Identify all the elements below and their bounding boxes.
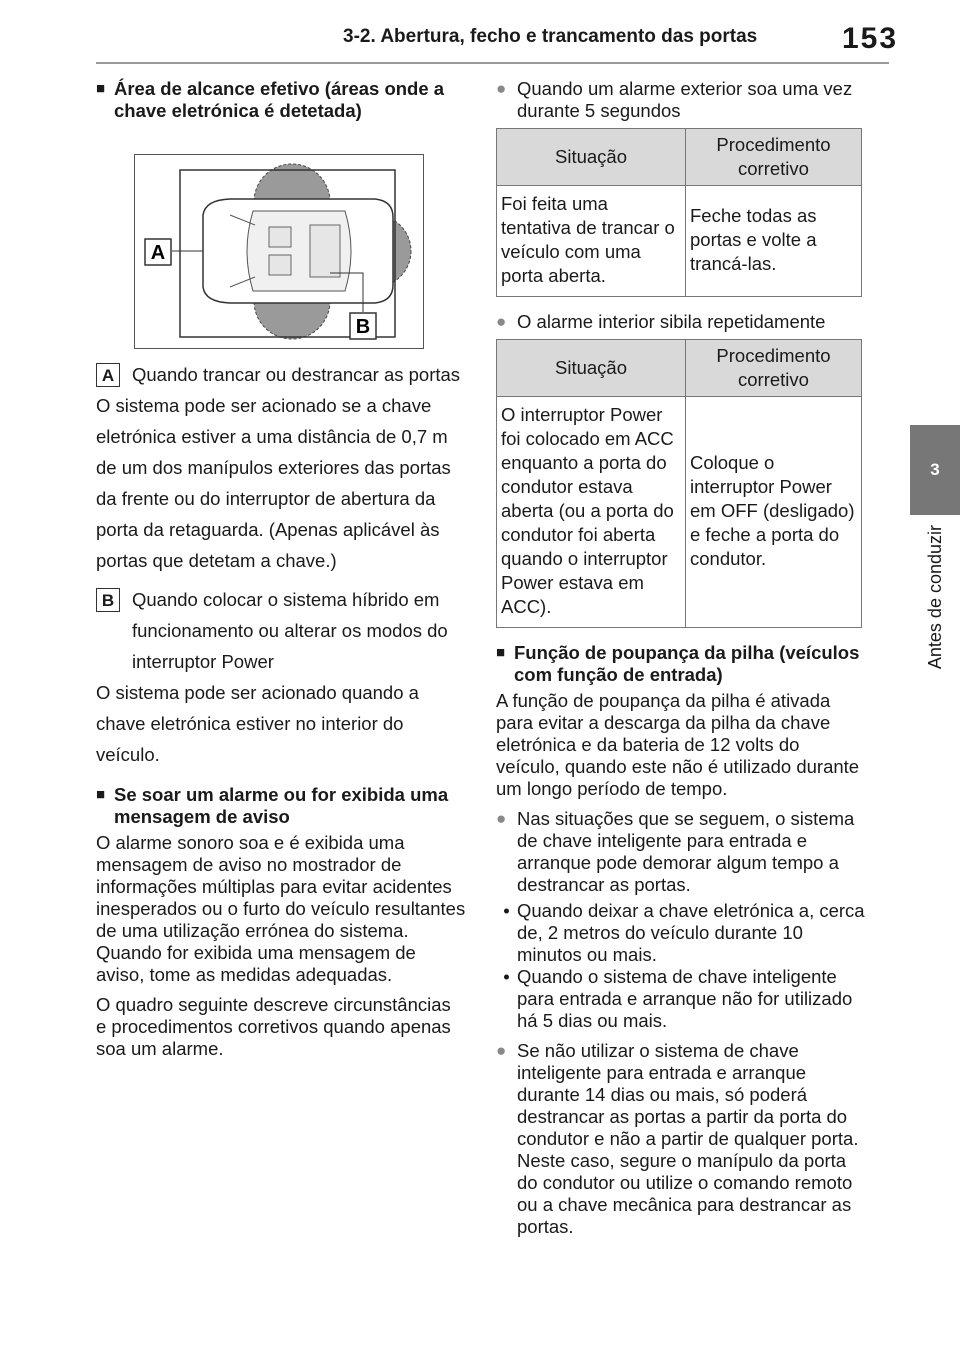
- header-rule: [96, 62, 889, 64]
- table-cell-situation: O interruptor Power foi colocado em ACC enquanto a porta do condutor estava aberta (ou a porta do condutor foi aberta quando o interruptor Power estava em ACC).: [497, 397, 686, 628]
- table-header-situation: Situação: [497, 129, 686, 186]
- dash-text: Quando deixar a chave eletrónica a, cerca de, 2 metros do veículo durante 10 minutos ou mais.: [517, 900, 865, 965]
- alarm-paragraph-1: O alarme sonoro soa e é exibida uma mensagem de aviso no mostrador de informações múltiplas para evitar acidentes inesperados ou o furto do veículo resultantes de uma utilização errónea do sistema. Quando for exibida uma mensagem de aviso, tome as medidas adequadas.: [96, 832, 466, 985]
- battery-saving-paragraph: A função de poupança da pilha é ativada para evitar a descarga da pilha da chave eletrónica e da bateria de 12 volts do veículo, quando este não é utilizado durante um longo período de tempo.: [496, 690, 860, 799]
- square-bullet-icon: ■: [96, 80, 106, 97]
- bullet-exterior-alarm: [496, 78, 866, 122]
- section-heading-text: Se soar um alarme ou for exibida uma mensagem de aviso: [114, 784, 449, 827]
- car-detection-diagram: [135, 155, 423, 348]
- table-interior-alarm: [496, 339, 862, 628]
- header-title: 3-2. Abertura, fecho e trancamento das portas: [343, 26, 758, 47]
- right-column: [496, 78, 866, 1242]
- dash-item-1: [496, 900, 866, 966]
- square-bullet-icon: ■: [96, 786, 106, 803]
- chapter-label: [915, 525, 955, 715]
- dash-text: Quando o sistema de chave inteligente para entrada e arranque não for utilizado há 5 dias ou mais.: [517, 966, 853, 1031]
- item-a-title: Quando trancar ou destrancar as portas: [132, 364, 461, 385]
- section-heading-text: Área de alcance efetivo (áreas onde a chave eletrónica é detetada): [114, 78, 445, 121]
- round-bullet-icon: ●: [496, 312, 507, 331]
- section-heading-battery-saving: [496, 642, 866, 686]
- table-cell-situation: Foi feita uma tentativa de trancar o veículo com uma porta aberta.: [497, 186, 686, 297]
- item-b-text: O sistema pode ser acionado quando a chave eletrónica estiver no interior do veículo.: [96, 682, 419, 765]
- label-a-box: A: [96, 363, 120, 387]
- table-cell-procedure: Feche todas as portas e volte a trancá-las.: [686, 186, 862, 297]
- page-number: 153: [842, 22, 899, 55]
- square-bullet-icon: ■: [496, 644, 506, 661]
- bullet-long-inactivity: [496, 1040, 866, 1238]
- table-header-situation: Situação: [497, 340, 686, 397]
- left-column: [96, 78, 466, 1068]
- item-a-text: O sistema pode ser acionado se a chave eletrónica estiver a uma distância de 0,7 m de um dos manípulos exteriores das portas da frente ou do interruptor de abertura da porta da retaguarda. (Apenas aplicável às portas que detetam a chave.): [96, 395, 451, 571]
- round-bullet-icon: ●: [496, 79, 507, 98]
- table-row: [497, 186, 862, 297]
- dash-item-2: [496, 966, 866, 1032]
- chapter-number: 3: [930, 460, 940, 479]
- section-heading-alarm: [96, 784, 466, 828]
- bullet-unlock-delay: [496, 808, 866, 896]
- figure-label-b: B: [355, 316, 371, 338]
- table-header-procedure: Procedimento corretivo: [686, 340, 862, 397]
- bullet-text: Se não utilizar o sistema de chave inteligente para entrada e arranque durante 14 dias ou mais, só poderá destrancar as portas a partir da porta do condutor e não a partir de qualquer porta. Neste caso, segure o manípulo da porta do condutor ou utilize o comando remoto ou a chave mecânica para destrancar as portas.: [517, 1040, 859, 1237]
- bullet-text: Nas situações que se seguem, o sistema de chave inteligente para entrada e arranque pode demorar algum tempo a destrancar as portas.: [517, 808, 855, 895]
- chapter-tab: [910, 425, 960, 515]
- item-b: [96, 584, 466, 677]
- dash-bullet-icon: •: [503, 900, 510, 921]
- figure-label-a: A: [150, 242, 166, 264]
- dash-bullet-icon: •: [503, 966, 510, 987]
- table-exterior-alarm: [496, 128, 862, 297]
- key-detection-figure: [134, 154, 424, 349]
- bullet-interior-alarm: [496, 311, 866, 333]
- section-heading-text: Função de poupança da pilha (veículos com função de entrada): [514, 642, 860, 685]
- round-bullet-icon: ●: [496, 1041, 507, 1060]
- round-bullet-icon: ●: [496, 809, 507, 828]
- table-cell-procedure: Coloque o interruptor Power em OFF (desligado) e feche a porta do condutor.: [686, 397, 862, 628]
- table-header-procedure: Procedimento corretivo: [686, 129, 862, 186]
- bullet-text: O alarme interior sibila repetidamente: [517, 311, 826, 332]
- chapter-label-text: Antes de conduzir: [924, 525, 945, 670]
- label-b-box: B: [96, 588, 120, 612]
- section-heading-range: [96, 78, 466, 122]
- item-b-title: Quando colocar o sistema híbrido em funcionamento ou alterar os modos do interruptor Power: [132, 589, 448, 672]
- alarm-paragraph-2: O quadro seguinte descreve circunstâncias e procedimentos corretivos quando apenas soa um alarme.: [96, 994, 451, 1059]
- bullet-text: Quando um alarme exterior soa uma vez durante 5 segundos: [517, 78, 853, 121]
- table-row: [497, 397, 862, 628]
- item-a: [96, 359, 466, 390]
